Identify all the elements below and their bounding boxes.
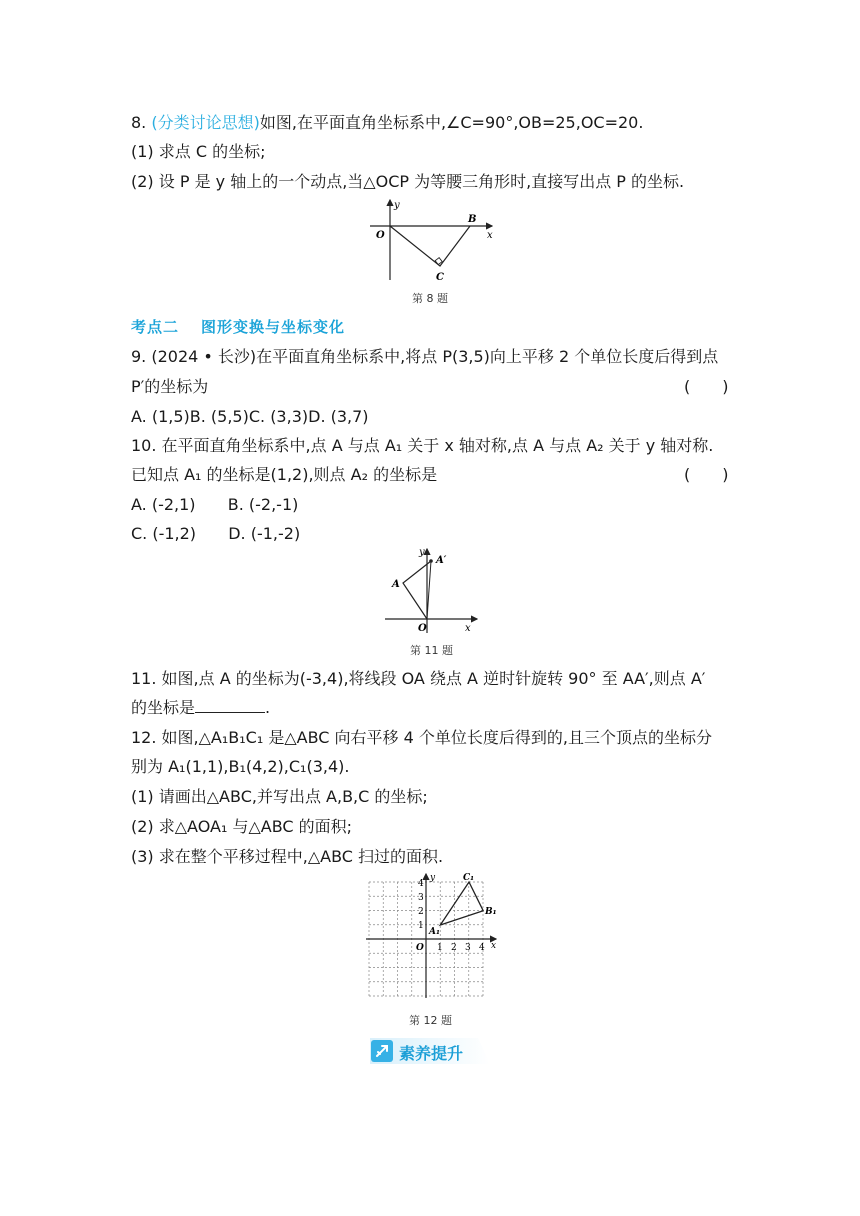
c1-label: C₁ [463,873,475,883]
section-title: 图形变换与坐标变化 [201,318,346,336]
q10-option-b: B. (-2,-1) [227,495,299,514]
o-label: O [376,230,385,241]
x-tick-2: 2 [451,943,457,953]
y-tick-1: 1 [418,921,424,931]
q12-caption: 第 12 题 [409,1014,452,1027]
q8-caption: 第 8 题 [412,292,448,305]
q12-line2: 别为 A₁(1,1),B₁(4,2),C₁(3,4). [131,757,350,776]
y-label: y [419,547,425,558]
q10-line2: 已知点 A₁ 的坐标是(1,2),则点 A₂ 的坐标是 [131,465,438,484]
q9-line1: 9. (2024 • 长沙)在平面直角坐标系中,将点 P(3,5)向上平移 2 个单位长度后得到点 [131,347,719,366]
x-tick-4: 4 [479,943,485,953]
q11-line1: 11. 如图,点 A 的坐标为(-3,4),将线段 OA 绕点 A 逆时针旋转 90° 至 AA′,则点 A′ [131,669,706,688]
y-tick-3: 3 [418,893,424,903]
x-tick-3: 3 [465,943,471,953]
a1-label: A₁ [429,927,440,937]
b1-label: B₁ [485,907,497,917]
y-label: y [430,873,436,883]
q9-options: A. (1,5)B. (5,5)C. (3,3)D. (3,7) [131,407,369,426]
q10-option-d: D. (-1,-2) [228,524,301,543]
q8-part2: (2) 设 P 是 y 轴上的一个动点,当△OCP 为等腰三角形时,直接写出点 P 的坐标. [131,172,685,191]
q8-part1: (1) 求点 C 的坐标; [131,142,266,161]
q11-figure [385,543,485,635]
q11-line2 [131,697,270,719]
q12-line1: 12. 如图,△A₁B₁C₁ 是△ABC 向右平移 4 个单位长度后得到的,且三个顶点的坐标分 [131,728,712,747]
q8-tag: (分类讨论思想) [151,113,260,132]
b-label: B [468,214,477,225]
q8-number: 8. [131,113,147,132]
q11-caption: 第 11 题 [410,644,453,657]
o-label: O [418,623,427,634]
point-a-prime [429,559,433,563]
q10-option-c: C. (-1,2) [131,524,197,543]
triangle-obc [390,226,470,266]
y-tick-2: 2 [418,907,424,917]
a-label: A [392,579,400,590]
y-tick-4: 4 [418,879,424,889]
q10-options-ab [131,494,298,516]
answer-blank [195,698,265,713]
q12-part3: (3) 求在整个平移过程中,△ABC 扫过的面积. [131,847,444,866]
y-label: y [394,200,400,211]
q9-answer-bracket: ( ) [684,377,729,396]
triangle-a1b1c1 [440,882,483,925]
o-label: O [416,943,424,953]
q12-part1: (1) 请画出△ABC,并写出点 A,B,C 的坐标; [131,787,428,806]
q8-stem [131,112,643,134]
q9-line2: P′的坐标为 [131,377,209,396]
banner-text: 素养提升 [399,1044,464,1063]
q10-answer-bracket: ( ) [684,465,729,484]
section-heading [131,316,345,337]
q12-part2: (2) 求△AOA₁ 与△ABC 的面积; [131,817,353,836]
section-label: 考点二 [131,318,180,336]
x-label: x [465,623,471,634]
x-label: x [491,941,497,951]
section-banner [370,1038,490,1064]
c-label: C [436,272,444,283]
segment-oa-prime [427,561,431,619]
q11-line2-post: . [265,698,271,717]
q10-option-a: A. (-2,1) [131,495,196,514]
q12-figure [362,870,502,1002]
q8-figure [362,196,502,284]
x-tick-1: 1 [437,943,443,953]
q8-stem-text: 如图,在平面直角坐标系中,∠C=90°,OB=25,OC=20. [259,113,644,132]
a-prime-label: A′ [436,555,447,566]
q11-line2-pre: 的坐标是 [131,698,196,717]
q10-line1: 10. 在平面直角坐标系中,点 A 与点 A₁ 关于 x 轴对称,点 A 与点 A₂ 关于 y 轴对称. [131,436,714,455]
q10-options-cd [131,523,300,545]
x-label: x [487,230,493,241]
